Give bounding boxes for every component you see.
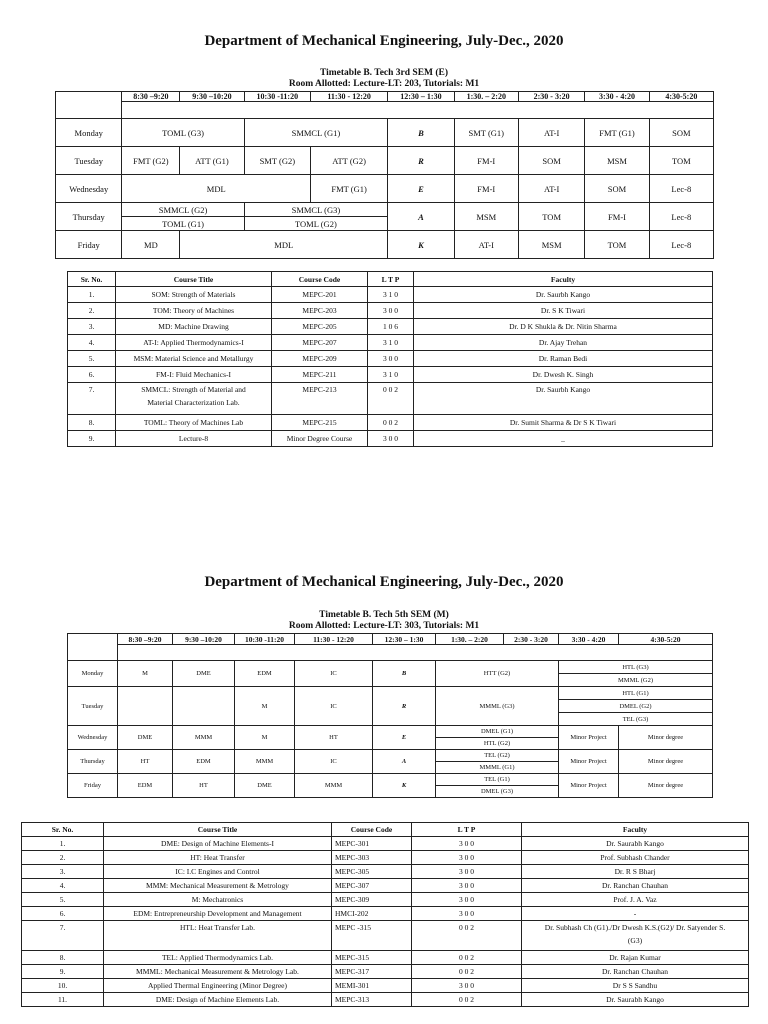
class-cell: M [235, 726, 295, 750]
day-label: Tuesday [68, 687, 118, 726]
slot-header: 12:30 – 1:30 [373, 634, 436, 645]
course-row [22, 965, 749, 979]
course-code: MEPC-317 [332, 965, 412, 979]
tuesday-row [56, 147, 714, 175]
class-cell: HT [295, 726, 373, 750]
course-faculty: Dr. Saurabh Kango [522, 837, 749, 851]
course-sr: 8. [68, 415, 116, 431]
course-title-line2: Material Characterization Lab. [147, 398, 240, 407]
course-code: MEPC-309 [332, 893, 412, 907]
class-cell: Lec-8 [649, 231, 713, 259]
course-faculty: Dr. R S Bharj [522, 865, 749, 879]
corner-cell [56, 92, 122, 119]
course-ltp: 1 0 6 [368, 319, 414, 335]
course-faculty: Prof. J. A. Vaz [522, 893, 749, 907]
course-faculty: Dr. Sumit Sharma & Dr S K Tiwari [414, 415, 713, 431]
class-cell: TOM [585, 231, 649, 259]
course-title [116, 383, 272, 415]
course-sr: 2. [68, 303, 116, 319]
course-sr: 6. [22, 907, 104, 921]
class-cell: HT [173, 774, 235, 798]
course-code: MEPC-203 [272, 303, 368, 319]
class-cell: Minor degree [619, 750, 713, 774]
course-faculty: Dr S S Sandhu [522, 979, 749, 993]
course-faculty: Dr. S K Tiwari [414, 303, 713, 319]
col-header: Course Code [272, 272, 368, 287]
col-header: Faculty [414, 272, 713, 287]
course-row [22, 851, 749, 865]
thursday-row [56, 203, 714, 217]
timetable-5th-sem [67, 633, 713, 798]
class-cell: Minor Project [559, 726, 619, 750]
col-header: Sr. No. [68, 272, 116, 287]
course-code: Minor Degree Course [272, 431, 368, 447]
class-cell: SMT (G2) [244, 147, 310, 175]
course-row [22, 893, 749, 907]
slot-header: 9:30 –10:20 [173, 634, 235, 645]
day-label: Tuesday [56, 147, 122, 175]
class-cell: DME [235, 774, 295, 798]
course-sr: 9. [22, 965, 104, 979]
course-sr: 1. [22, 837, 104, 851]
course-code: MEPC-303 [332, 851, 412, 865]
course-ltp: 3 0 0 [368, 351, 414, 367]
course-code: MEPC-313 [332, 993, 412, 1007]
course-title-line1: SMMCL: Strength of Material and [141, 385, 246, 394]
class-cell: EDM [173, 750, 235, 774]
course-title: MSM: Material Science and Metallurgy [116, 351, 272, 367]
course-code: MEPC-301 [332, 837, 412, 851]
slot-header: 8:30 –9:20 [122, 92, 180, 102]
header-row [56, 92, 714, 102]
course-code: MEPC-215 [272, 415, 368, 431]
class-cell: AT-I [454, 231, 518, 259]
course-faculty-line1: Dr. Subhash Ch (G1)./Dr Dwesh K.S.(G2)/ Dr. Satyender S. [544, 923, 726, 932]
course-row [22, 951, 749, 965]
class-cell: SOM [518, 147, 584, 175]
class-cell: HTL (G2) [436, 738, 559, 750]
slot-header: 10:30 -11:20 [244, 92, 310, 102]
class-cell: Lec-8 [649, 175, 713, 203]
class-cell: Minor Project [559, 750, 619, 774]
course-sr: 4. [68, 335, 116, 351]
break-letter: B [373, 661, 436, 687]
course-title: TEL: Applied Thermodynamics Lab. [104, 951, 332, 965]
class-cell: HTL (G1) [559, 687, 713, 700]
course-ltp: 0 0 2 [412, 993, 522, 1007]
course-ltp: 3 1 0 [368, 367, 414, 383]
course-ltp: 3 1 0 [368, 287, 414, 303]
class-cell: DME [118, 726, 173, 750]
slot-header: 4:30-5:20 [619, 634, 713, 645]
course-row [22, 921, 749, 951]
slot-header: 9:30 –10:20 [180, 92, 244, 102]
class-cell: SOM [649, 119, 713, 147]
course-row [22, 837, 749, 851]
day-label: Thursday [56, 203, 122, 231]
course-title: MD: Machine Drawing [116, 319, 272, 335]
course-sr: 2. [22, 851, 104, 865]
course-faculty: Dr. Raman Bedi [414, 351, 713, 367]
course-title: DME: Design of Machine Elements Lab. [104, 993, 332, 1007]
class-cell: FM-I [454, 175, 518, 203]
class-cell: Minor Project [559, 774, 619, 798]
course-title: IC: I.C Engines and Control [104, 865, 332, 879]
break-letter: E [388, 175, 454, 203]
tuesday-row [68, 687, 713, 700]
slot-header: 1:30. – 2:20 [436, 634, 504, 645]
break-letter: A [373, 750, 436, 774]
course-code: HMCI-202 [332, 907, 412, 921]
course-ltp: 0 0 2 [368, 383, 414, 415]
course-faculty: Dr. Saurbh Kango [414, 287, 713, 303]
course-ltp: 0 0 2 [412, 965, 522, 979]
course-row [68, 383, 713, 415]
col-header: Course Code [332, 823, 412, 837]
class-cell: TEL (G1) [436, 774, 559, 786]
class-cell: FM-I [585, 203, 649, 231]
class-cell: MSM [585, 147, 649, 175]
course-row [22, 993, 749, 1007]
slot-header: 2:30 - 3:20 [518, 92, 584, 102]
course-row [68, 303, 713, 319]
room-allotted: Room Allotted: Lecture-LT: 303, Tutorials: M1 [288, 621, 480, 631]
class-cell: FMT (G2) [122, 147, 180, 175]
course-row [22, 865, 749, 879]
course-code: MEPC-207 [272, 335, 368, 351]
course-code: MEPC-209 [272, 351, 368, 367]
day-label: Monday [68, 661, 118, 687]
col-header: Course Title [104, 823, 332, 837]
class-cell: SMT (G1) [454, 119, 518, 147]
course-row [68, 431, 713, 447]
class-cell: IC [295, 661, 373, 687]
class-cell: AT-I [518, 119, 584, 147]
class-cell: SMMCL (G1) [244, 119, 388, 147]
course-code: MEPC-201 [272, 287, 368, 303]
course-faculty: Dr. Ranchan Chauhan [522, 879, 749, 893]
course-sr: 11. [22, 993, 104, 1007]
class-cell: HTL (G3) [559, 661, 713, 674]
course-faculty: Dr. D K Shukla & Dr. Nitin Sharma [414, 319, 713, 335]
course-sr: 9. [68, 431, 116, 447]
course-code: MEPC -315 [332, 921, 412, 951]
break-letter: A [388, 203, 454, 231]
course-sr: 1. [68, 287, 116, 303]
slot-header: 11:30 - 12:20 [295, 634, 373, 645]
class-cell: FMT (G1) [585, 119, 649, 147]
course-title: MMML: Mechanical Measurement & Metrology Lab. [104, 965, 332, 979]
class-cell: MSM [454, 203, 518, 231]
course-title: DME: Design of Machine Elements-I [104, 837, 332, 851]
break-letter: B [388, 119, 454, 147]
class-cell: IC [295, 687, 373, 726]
timetable-3rd-sem [55, 91, 714, 259]
course-faculty: Dr. Saurabh Kango [522, 993, 749, 1007]
course-sr: 7. [22, 921, 104, 951]
class-cell: FM-I [454, 147, 518, 175]
class-cell: DMEL (G3) [436, 786, 559, 798]
col-header: Faculty [522, 823, 749, 837]
class-cell: TOML (G1) [122, 217, 244, 231]
class-cell: MDL [122, 175, 311, 203]
thursday-row [68, 750, 713, 762]
monday-row [56, 119, 714, 147]
class-cell: M [118, 661, 173, 687]
friday-row [68, 774, 713, 786]
break-letter: R [388, 147, 454, 175]
course-row [22, 907, 749, 921]
course-row [22, 879, 749, 893]
course-title: Applied Thermal Engineering (Minor Degree) [104, 979, 332, 993]
break-letter: K [373, 774, 436, 798]
class-cell: MD [122, 231, 180, 259]
class-cell: M [235, 687, 295, 726]
col-header: L T P [368, 272, 414, 287]
course-ltp: 3 0 0 [412, 865, 522, 879]
course-faculty: - [522, 907, 749, 921]
class-cell [173, 687, 235, 726]
room-allotted: Room Allotted: Lecture-LT: 203, Tutorials: M1 [288, 79, 480, 89]
course-sr: 4. [22, 879, 104, 893]
class-cell: TOM [518, 203, 584, 231]
course-title: SOM: Strength of Materials [116, 287, 272, 303]
class-cell: EDM [235, 661, 295, 687]
class-cell: MMML (G2) [559, 674, 713, 687]
class-cell: Minor degree [619, 774, 713, 798]
class-cell: MMML (G1) [436, 762, 559, 774]
course-sr: 8. [22, 951, 104, 965]
col-header: Course Title [116, 272, 272, 287]
course-ltp: 3 0 0 [368, 431, 414, 447]
course-faculty: Dr. Ajay Trehan [414, 335, 713, 351]
course-table-5th-sem [21, 822, 749, 1007]
class-cell: AT-I [518, 175, 584, 203]
course-sr: 5. [22, 893, 104, 907]
class-cell: ATT (G1) [180, 147, 244, 175]
class-cell: SMMCL (G2) [122, 203, 244, 217]
course-title: M: Mechatronics [104, 893, 332, 907]
slot-header: 4:30-5:20 [649, 92, 713, 102]
class-cell: SOM [585, 175, 649, 203]
class-cell: ATT (G2) [311, 147, 388, 175]
course-title: EDM: Entrepreneurship Development and Management [104, 907, 332, 921]
page-title: Department of Mechanical Engineering, July-Dec., 2020 [204, 574, 564, 590]
course-ltp: 3 0 0 [412, 851, 522, 865]
day-label: Wednesday [56, 175, 122, 203]
course-title: Lecture-8 [116, 431, 272, 447]
course-ltp: 3 0 0 [412, 979, 522, 993]
corner-cell [68, 634, 118, 661]
class-cell: MMML (G3) [436, 687, 559, 726]
class-cell: TOML (G3) [122, 119, 244, 147]
course-ltp: 3 0 0 [412, 879, 522, 893]
slot-header: 10:30 -11:20 [235, 634, 295, 645]
course-faculty: Dr. Dwesh K. Singh [414, 367, 713, 383]
col-header: L T P [412, 823, 522, 837]
course-title: HT: Heat Transfer [104, 851, 332, 865]
course-row [68, 415, 713, 431]
header-row [68, 634, 713, 645]
course-ltp: 3 0 0 [368, 303, 414, 319]
course-row [22, 979, 749, 993]
course-title: MMM: Mechanical Measurement & Metrology [104, 879, 332, 893]
slot-header: 2:30 - 3:20 [504, 634, 559, 645]
timetable-subtitle: Timetable B. Tech 3rd SEM (E) [319, 68, 449, 78]
course-row [68, 335, 713, 351]
course-sr: 3. [68, 319, 116, 335]
course-ltp: 3 1 0 [368, 335, 414, 351]
course-faculty: Dr. Ranchan Chauhan [522, 965, 749, 979]
col-header: Sr. No. [22, 823, 104, 837]
course-ltp: 3 0 0 [412, 837, 522, 851]
class-cell: HTT (G2) [436, 661, 559, 687]
class-cell: HT [118, 750, 173, 774]
course-row [68, 351, 713, 367]
class-cell: MDL [180, 231, 388, 259]
course-title: FM-I: Fluid Mechanics-I [116, 367, 272, 383]
class-cell: TEL (G3) [559, 713, 713, 726]
class-cell: MSM [518, 231, 584, 259]
course-header-row [22, 823, 749, 837]
course-code: MEPC-315 [332, 951, 412, 965]
class-cell: DMEL (G1) [436, 726, 559, 738]
course-faculty: Dr. Saurbh Kango [414, 383, 713, 415]
wednesday-row [68, 726, 713, 738]
monday-row [68, 661, 713, 674]
timetable-subtitle: Timetable B. Tech 5th SEM (M) [319, 610, 449, 620]
course-title: HTL: Heat Transfer Lab. [104, 921, 332, 951]
class-cell: FMT (G1) [311, 175, 388, 203]
class-cell: TEL (G2) [436, 750, 559, 762]
course-ltp: 0 0 2 [412, 921, 522, 951]
course-sr: 3. [22, 865, 104, 879]
class-cell [118, 687, 173, 726]
course-row [68, 319, 713, 335]
class-cell: DME [173, 661, 235, 687]
class-cell: TOM [649, 147, 713, 175]
page-title: Department of Mechanical Engineering, July-Dec., 2020 [204, 33, 564, 49]
course-ltp: 3 0 0 [412, 907, 522, 921]
slot-header: 3:30 - 4:20 [559, 634, 619, 645]
class-cell: MMM [295, 774, 373, 798]
course-header-row [68, 272, 713, 287]
class-cell: Minor degree [619, 726, 713, 750]
course-faculty: Dr. Rajan Kumar [522, 951, 749, 965]
course-sr: 10. [22, 979, 104, 993]
day-label: Thursday [68, 750, 118, 774]
day-label: Friday [68, 774, 118, 798]
course-code: MEPC-213 [272, 383, 368, 415]
class-cell: IC [295, 750, 373, 774]
course-faculty: _ [414, 431, 713, 447]
slot-header: 1:30. – 2:20 [454, 92, 518, 102]
class-cell: DMEL (G2) [559, 700, 713, 713]
course-title: TOM: Theory of Machines [116, 303, 272, 319]
break-letter: R [373, 687, 436, 726]
course-row [68, 287, 713, 303]
slot-header: 3:30 - 4:20 [585, 92, 649, 102]
class-cell: SMMCL (G3) [244, 203, 388, 217]
friday-row [56, 231, 714, 259]
class-cell: MMM [235, 750, 295, 774]
course-table-3rd-sem [67, 271, 713, 447]
course-ltp: 0 0 2 [412, 951, 522, 965]
course-title: AT-I: Applied Thermodynamics-I [116, 335, 272, 351]
course-code: MEPC-211 [272, 367, 368, 383]
course-code: MEMI-301 [332, 979, 412, 993]
course-sr: 6. [68, 367, 116, 383]
slot-header: 12:30 – 1:30 [388, 92, 454, 102]
course-faculty [522, 921, 749, 951]
course-code: MEPC-305 [332, 865, 412, 879]
wednesday-row [56, 175, 714, 203]
class-cell: MMM [173, 726, 235, 750]
course-faculty-line2: (G3) [627, 936, 643, 945]
course-row [68, 367, 713, 383]
course-ltp: 3 0 0 [412, 893, 522, 907]
course-sr: 7. [68, 383, 116, 415]
day-label: Monday [56, 119, 122, 147]
day-label: Friday [56, 231, 122, 259]
course-sr: 5. [68, 351, 116, 367]
course-title: TOML: Theory of Machines Lab [116, 415, 272, 431]
class-cell: Lec-8 [649, 203, 713, 231]
break-letter: K [388, 231, 454, 259]
class-cell: TOML (G2) [244, 217, 388, 231]
day-label: Wednesday [68, 726, 118, 750]
course-code: MEPC-307 [332, 879, 412, 893]
slot-header: 8:30 –9:20 [118, 634, 173, 645]
course-code: MEPC-205 [272, 319, 368, 335]
course-faculty: Prof. Subhash Chander [522, 851, 749, 865]
break-letter: E [373, 726, 436, 750]
class-cell: EDM [118, 774, 173, 798]
slot-header: 11:30 - 12:20 [311, 92, 388, 102]
course-ltp: 0 0 2 [368, 415, 414, 431]
